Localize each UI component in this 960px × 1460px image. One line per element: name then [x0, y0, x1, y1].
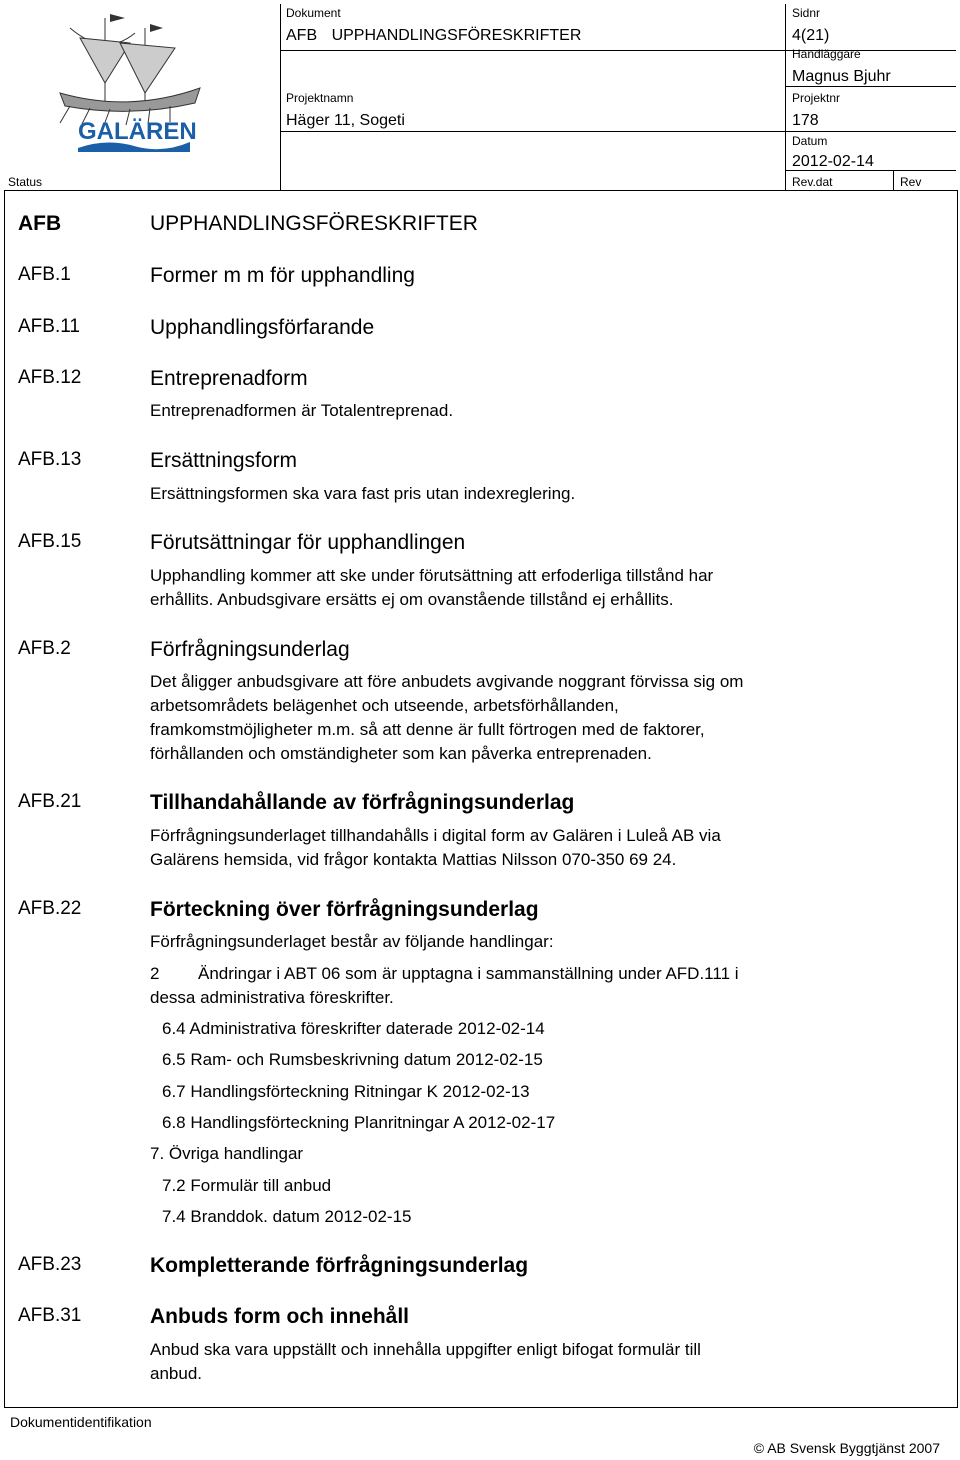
section-body-line: framkomstmöjligheter m.m. så att denne är fullt förtrogen med de faktorer,	[150, 720, 705, 739]
section-body-line: Galärens hemsida, vid frågor kontakta Mattias Nilsson 070-350 69 24.	[150, 850, 677, 869]
section-body-line: anbud.	[150, 1364, 202, 1383]
section-body-line: förhållanden och omständigheter som kan påverka entreprenaden.	[150, 744, 652, 763]
sidnr-label: Sidnr	[792, 6, 821, 20]
section-title: Former m m för upphandling	[150, 264, 415, 287]
section-body-line: Anbud ska vara uppställt och innehålla uppgifter enligt bifogat formulär till	[150, 1340, 701, 1359]
list-item: 7.4 Branddok. datum 2012-02-15	[162, 1207, 412, 1226]
section-title: Anbuds form och innehåll	[150, 1305, 410, 1328]
revdat-label: Rev.dat	[792, 175, 833, 189]
section-code: AFB.21	[18, 791, 82, 812]
section-code: AFB.15	[18, 531, 82, 552]
datum-label: Datum	[792, 134, 828, 148]
section-body-line: arbetsområdets belägenhet och utseende, arbetsförhållanden,	[150, 696, 619, 715]
section-code: AFB.2	[18, 638, 71, 659]
section-intro: Förfrågningsunderlaget består av följande handlingar:	[150, 932, 554, 951]
sidnr-value: 4(21)	[792, 27, 830, 44]
handl-value: Magnus Bjuhr	[792, 68, 891, 85]
section-code: AFB	[18, 212, 62, 235]
section-body-line: Förfrågningsunderlaget tillhandahålls i digital form av Galären i Luleå AB via	[150, 826, 721, 845]
handl-label: Handläggare	[792, 47, 861, 61]
section-title: Kompletterande förfrågningsunderlag	[150, 1254, 529, 1277]
section-body: Ersättningsformen ska vara fast pris utan indexreglering.	[150, 484, 576, 503]
logo-text: GALÄREN	[78, 118, 197, 145]
projname-value: Häger 11, Sogeti	[286, 112, 405, 129]
section-code: AFB.23	[18, 1254, 82, 1275]
section-body-line: erhållits. Anbudsgivare ersätts ej om ovanstående tillstånd ej erhållits.	[150, 590, 674, 609]
section-code: AFB.12	[18, 367, 82, 388]
list-item: 7. Övriga handlingar	[150, 1144, 304, 1163]
section-title: Upphandlingsförfarande	[150, 316, 375, 339]
projnr-value: 178	[792, 112, 819, 129]
section-title: Förteckning över förfrågningsunderlag	[150, 898, 539, 921]
list-item: 6.8 Handlingsförteckning Planritningar A 2012-02-17	[162, 1113, 556, 1132]
section-title: UPPHANDLINGSFÖRESKRIFTER	[150, 212, 478, 235]
section-body: Entreprenadformen är Totalentreprenad.	[150, 401, 454, 420]
projnr-label: Projektnr	[792, 91, 841, 105]
section-title: Entreprenadform	[150, 367, 308, 390]
section-code: AFB.22	[18, 898, 82, 919]
rev-label: Rev	[900, 175, 922, 189]
list-item: 6.4 Administrativa föreskrifter daterade 2012-02-14	[162, 1019, 545, 1038]
section-code: AFB.1	[18, 264, 71, 285]
footer-copyright: © AB Svensk Byggtjänst 2007	[753, 1440, 940, 1456]
footer-doc-id: Dokumentidentifikation	[10, 1414, 152, 1430]
list-item-text: Ändringar i ABT 06 som är upptagna i sammanställning under AFD.111 i	[198, 964, 739, 983]
section-title: Förutsättningar för upphandlingen	[150, 531, 466, 554]
list-item: 7.2 Formulär till anbud	[162, 1176, 332, 1195]
doc-label: Dokument	[286, 6, 341, 20]
section-code: AFB.31	[18, 1305, 82, 1326]
section-code: AFB.13	[18, 449, 82, 470]
section-body-line: Upphandling kommer att ske under förutsättning att erfoderliga tillstånd har	[150, 566, 714, 585]
section-body-line: Det åligger anbudsgivare att före anbudets avgivande noggrant förvissa sig om	[150, 672, 744, 691]
list-item: 6.7 Handlingsförteckning Ritningar K 2012-02-13	[162, 1082, 530, 1101]
logo-badge	[76, 112, 197, 152]
projname-label: Projektnamn	[286, 91, 354, 105]
list-item-text: dessa administrativa föreskrifter.	[150, 988, 394, 1007]
list-item-number: 2	[150, 964, 160, 983]
section-title: Tillhandahållande av förfrågningsunderlag	[150, 791, 575, 814]
doc-value: AFB UPPHANDLINGSFÖRESKRIFTER	[286, 27, 582, 44]
section-code: AFB.11	[18, 316, 80, 337]
datum-value: 2012-02-14	[792, 153, 874, 170]
section-title: Ersättningsform	[150, 449, 298, 472]
status-label: Status	[8, 175, 43, 189]
section-title: Förfrågningsunderlag	[150, 638, 350, 661]
list-item: 6.5 Ram- och Rumsbeskrivning datum 2012-02-15	[162, 1050, 543, 1069]
